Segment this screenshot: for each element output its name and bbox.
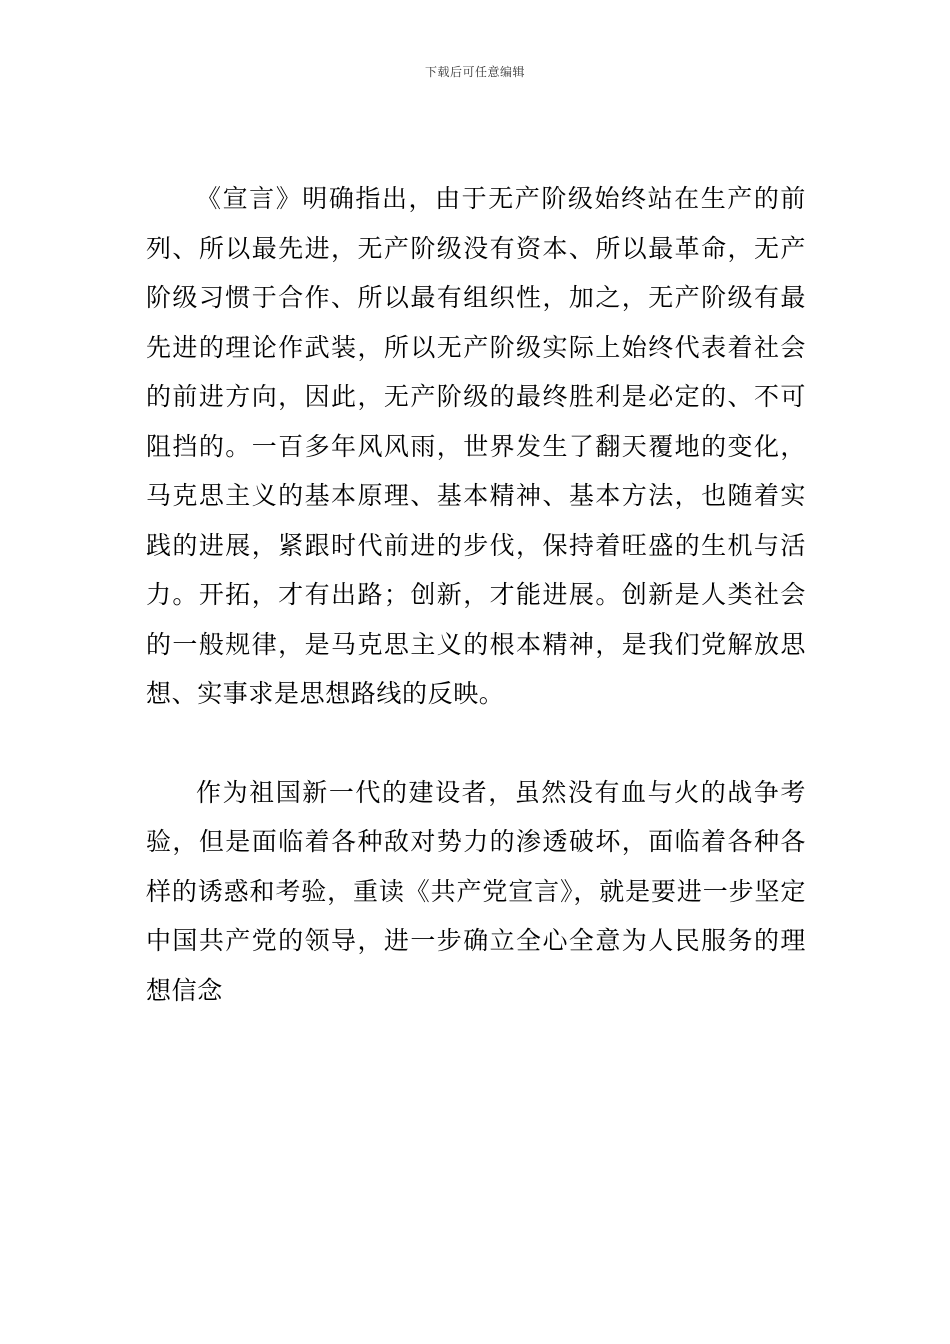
paragraph-2: 作为祖国新一代的建设者，虽然没有血与火的战争考验，但是面临着各种敌对势力的渗透破坏，面临着各种各样的诱惑和考验，重读《共产党宣言》，就是要进一步坚定中国共产党的领导，进一步确立全心全意为人民服务的理想信念 [146, 777, 806, 1005]
body-text [146, 174, 806, 1015]
header-note: 下载后可任意编辑 [424, 65, 525, 79]
paragraph-1: 《宣言》明确指出，由于无产阶级始终站在生产的前列、所以最先进，无产阶级没有资本、所以最革命，无产阶级习惯于合作、所以最有组织性，加之，无产阶级有最先进的理论作武装，所以无产阶级实际上始终代表着社会的前进方向，因此，无产阶级的最终胜利是必定的、不可阻挡的。一百多年风风雨，世界发生了翻天覆地的变化，马克思主义的基本原理、基本精神、基本方法，也随着实践的进展，紧跟时代前进的步伐，保持着旺盛的生机与活力。开拓，才有出路；创新，才能进展。创新是人类社会的一般规律，是马克思主义的根本精神，是我们党解放思想、实事求是思想路线的反映。 [146, 184, 806, 708]
